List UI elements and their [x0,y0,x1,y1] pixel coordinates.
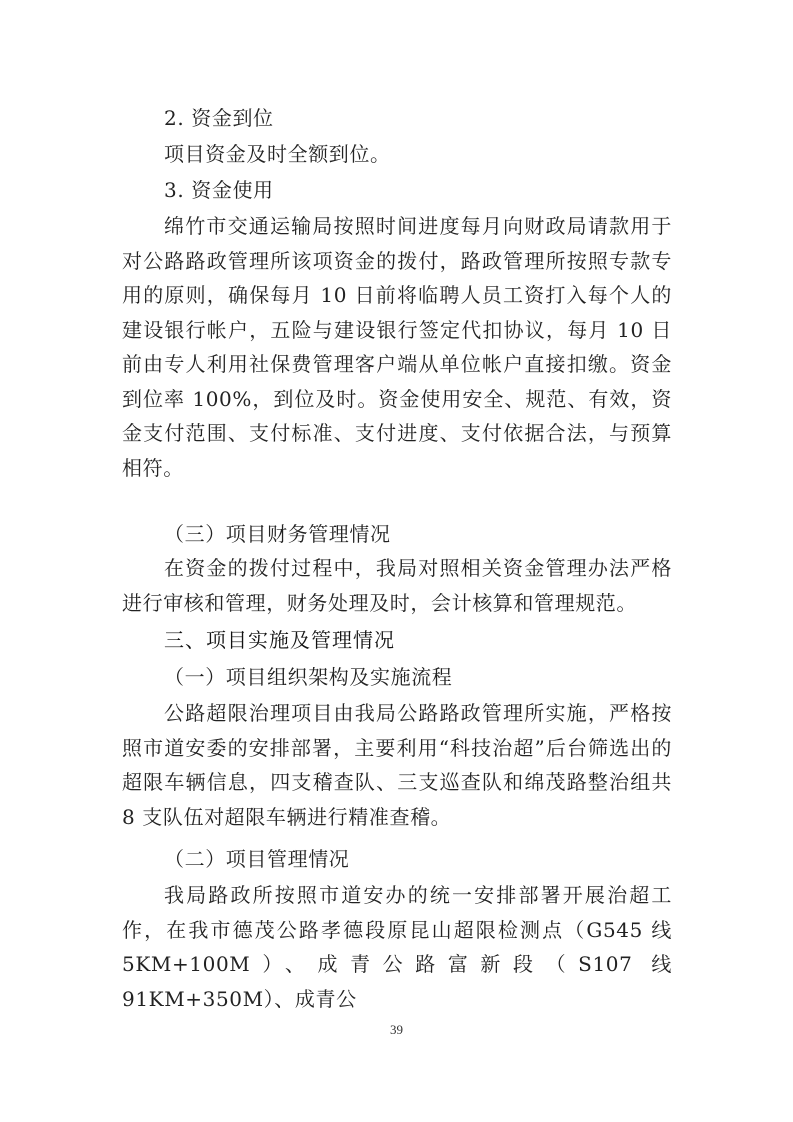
heading-organization: （一）项目组织架构及实施流程 [164,665,453,689]
heading-section-3: 三、项目实施及管理情况 [164,628,395,652]
page-number: 39 [390,1022,403,1037]
heading-funds-use: 3. 资金使用 [164,178,274,202]
heading-funds-arrival: 2. 资金到位 [164,106,274,130]
paragraph-project-management: 我局路政所按照市道安办的统一安排部署开展治超工作，在我市德茂公路孝德段原昆山超限检测点（G545 线 5KM+100M）、成青公路富新段（S107 线 91KM+350M）、成青公 [122,883,672,1011]
heading-project-management: （二）项目管理情况 [164,847,350,871]
paragraph-funds-use: 绵竹市交通运输局按照时间进度每月向财政局请款用于对公路路政管理所该项资金的拨付，路政管理所按照专款专用的原则，确保每月 10 日前将临聘人员工资打入每个人的建设银行帐户，五险与建设银行签定代扣协议，每月 10 日前由专人利用社保费管理客户端从单位帐户直接扣缴。资金到位率 100%，到位及时。资金使用安全、规范、有效，资金支付范围、支付标准、支付进度、支付依据合法，与预算相符。 [122,214,672,480]
paragraph-financial-management: 在资金的拨付过程中，我局对照相关资金管理办法严格进行审核和管理，财务处理及时，会计核算和管理规范。 [122,556,672,615]
heading-financial-management: （三）项目财务管理情况 [164,522,391,546]
paragraph-funds-arrival: 项目资金及时全额到位。 [164,142,391,166]
paragraph-organization: 公路超限治理项目由我局公路路政管理所实施，严格按照市道安委的安排部署，主要利用“科技治超”后台筛选出的超限车辆信息，四支稽查队、三支巡查队和绵茂路整治组共 8 支队伍对超限车辆进行精准查稽。 [122,701,672,829]
